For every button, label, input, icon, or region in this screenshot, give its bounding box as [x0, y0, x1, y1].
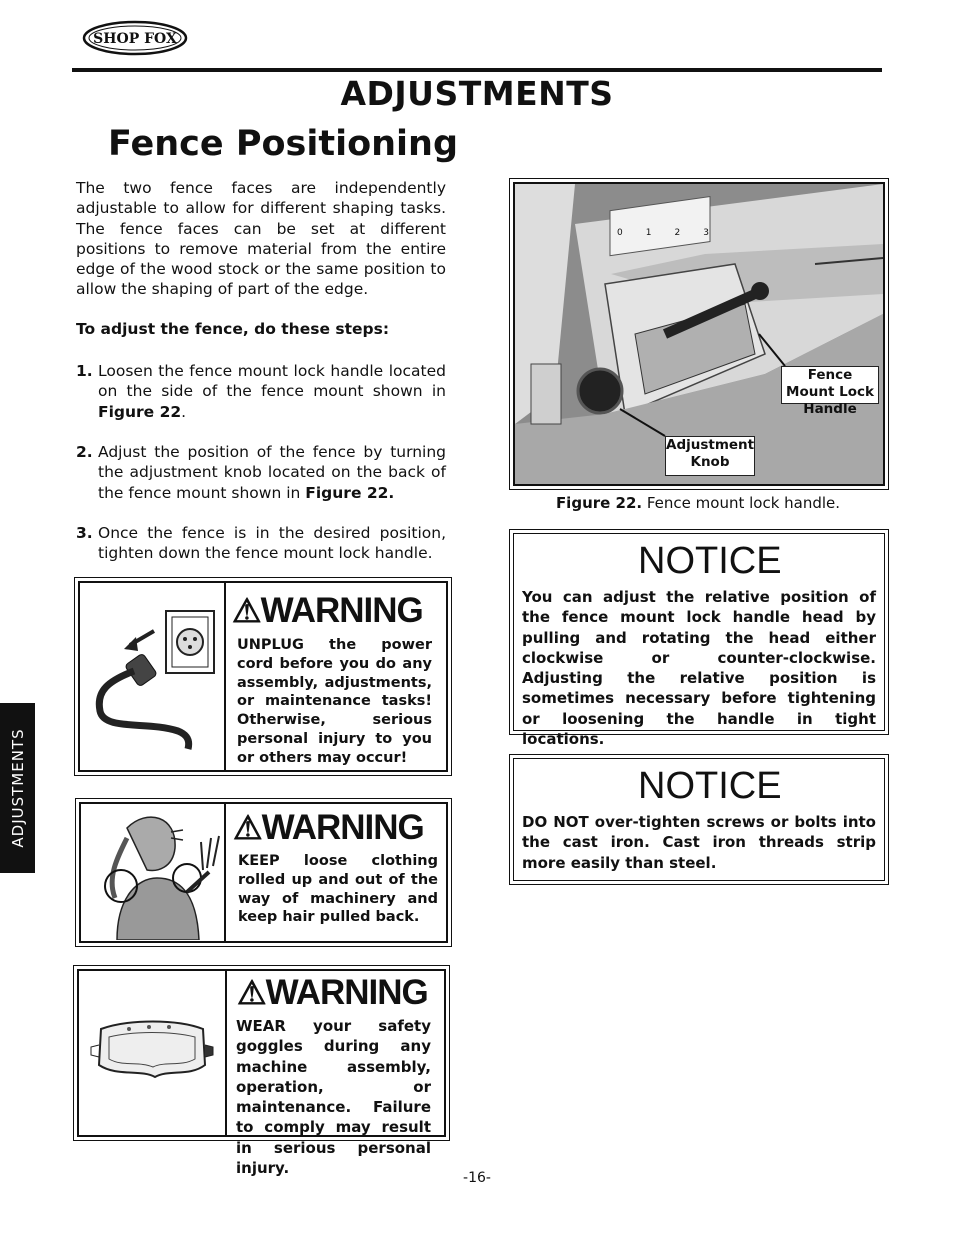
step-number: 2.: [76, 443, 93, 461]
warning-text: WEAR your safety goggles during any machine assembly, operation, or maintenance. Failure to comply may result in serious personal injury.: [236, 1017, 431, 1178]
unplug-icon: [88, 591, 218, 765]
figure-ref: Figure 22.: [305, 483, 395, 502]
warning-box-unplug: [74, 577, 452, 776]
fence-scale: 0 1 2 3: [617, 228, 709, 238]
page-number: -16-: [463, 1170, 491, 1186]
side-section-tab: [0, 703, 35, 873]
warning-box-clothing: [75, 798, 452, 947]
page-heading: Fence Positioning: [108, 124, 458, 164]
notice-text: DO NOT over-tighten screws or bolts into the cast iron. Cast iron threads strip more easily than steel.: [522, 813, 876, 872]
steps-heading: To adjust the fence, do these steps:: [76, 320, 390, 338]
logo-text: SHOP FOX: [93, 31, 177, 47]
figure-caption: [509, 494, 887, 512]
safety-goggles-icon: [89, 1015, 215, 1099]
warning-heading: ⚠WARNING: [237, 973, 428, 1012]
warning-triangle-icon: ⚠: [233, 809, 262, 846]
step-number: 3.: [76, 524, 93, 542]
notice-text: You can adjust the relative position of the fence mount lock handle head by pulling and rotating the head either clockwise or counter-clockwise. Adjusting the relative position is sometimes necessary before tightening or loosening the handle in tight locations.: [522, 588, 876, 749]
figure-caption-ref: Figure 22.: [555, 494, 643, 512]
fence-mount-photo: [513, 182, 885, 486]
warning-text: KEEP loose clothing rolled up and out of the way of machinery and keep hair pulled back.: [238, 853, 438, 926]
callout-adjustment-knob: Adjustment Knob: [665, 436, 755, 476]
step-item: [76, 361, 446, 422]
intro-paragraph: The two fence faces are independently adjustable to allow for different shaping tasks. The fence faces can be set at different positions to remove material from the entire edge of the wood stock or the same position to allow the shaping of part of the edge.: [76, 179, 446, 299]
notice-box-lock-handle: [509, 529, 889, 749]
warning-triangle-icon: ⚠: [232, 592, 261, 629]
step-item: [76, 523, 446, 564]
notice-box-cast-iron: [509, 754, 889, 885]
step-text-end: .: [181, 402, 187, 421]
shop-fox-logo: [82, 20, 188, 56]
side-tab-label: ADJUSTMENTS: [8, 728, 27, 848]
callout-fence-mount-lock-handle: Fence Mount Lock Handle: [781, 366, 879, 404]
step-text: Once the fence is in the desired position, tighten down the fence mount lock handle.: [98, 524, 446, 563]
step-text: Adjust the position of the fence by turning the adjustment knob located on the back of the fence mount shown in: [98, 443, 446, 502]
warning-heading: ⚠WARNING: [232, 591, 423, 630]
step-item: [76, 442, 446, 503]
notice-heading: NOTICE: [638, 765, 782, 807]
figure-caption-text: Fence mount lock handle.: [642, 494, 841, 512]
warning-heading: ⚠WARNING: [233, 808, 424, 847]
notice-heading: NOTICE: [638, 540, 782, 582]
figure-22: [509, 178, 889, 490]
header-rule: [72, 68, 882, 72]
warning-box-goggles: [73, 965, 450, 1178]
figure-ref: Figure 22: [98, 402, 182, 421]
step-number: 1.: [76, 362, 93, 380]
loose-hair-clothing-icon: [87, 808, 223, 944]
step-text: Loosen the fence mount lock handle located on the side of the fence mount shown in: [98, 362, 446, 401]
section-title: ADJUSTMENTS: [340, 74, 614, 113]
warning-text: UNPLUG the power cord before you do any assembly, adjustments, or maintenance tasks! Otherwise, serious personal injury to you or others may occur!: [237, 637, 432, 766]
warning-triangle-icon: ⚠: [237, 974, 266, 1011]
